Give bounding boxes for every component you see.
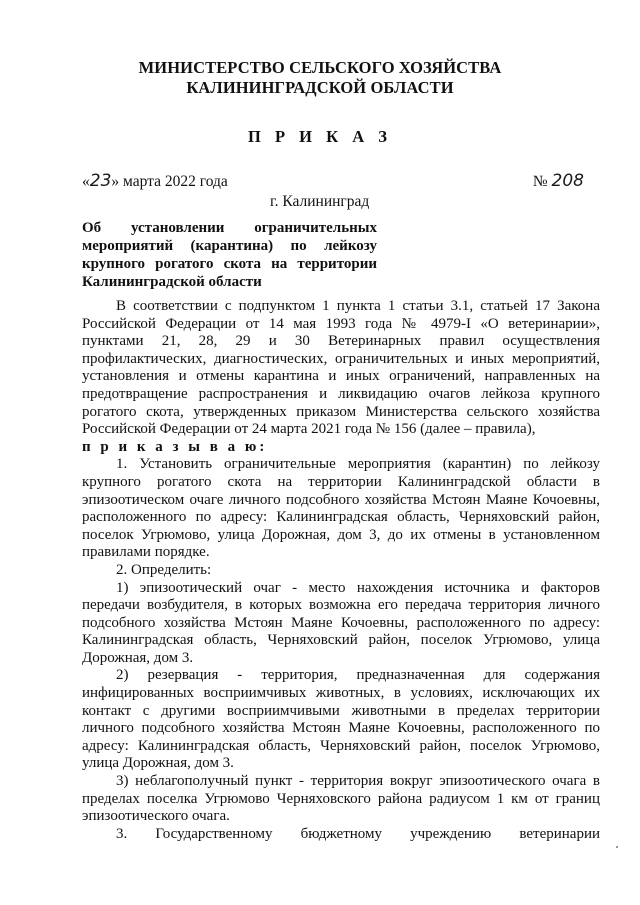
order-word-paragraph: [82, 439, 600, 457]
number-label: №: [532, 173, 548, 190]
item-2-2: 2) резервация - территория, предназначенная для содержания инфицированных восприимчивых животных, в условиях, исключающих их контакт с другими восприимчивыми животными в пределах территории личного подсобного хозяйства Мстоян Маяне Кочоевны, расположенного по адресу: Калининградская область, Черняховский район, поселок Угрюмово, улица Дорожная, дом 3.: [82, 667, 600, 772]
scan-speck: [616, 846, 618, 848]
order-word: п р и к а з ы в а ю:: [82, 438, 268, 455]
order-subject: Об установлении ограничительных мероприятий (карантина) по лейкозу крупного рогатого скота на территории Калининградской области: [82, 220, 377, 290]
intro-text: В соответствии с подпунктом 1 пункта 1 статьи 3.1, статьей 17 Закона Российской Федерации от 14 мая 1993 года № 4979-I «О ветеринарии», пунктами 21, 28, 29 и 30 Ветеринарных правил осуществления профилактических, диагностических, ограничительных и иных мероприятий, установления и отмены карантина и иных ограничений, направленных на предотвращение распространения и ликвидацию очагов лейкоза крупного рогатого скота, утвержденных приказом Министерства сельского хозяйства Российской Федерации от 24 марта 2021 года № 156 (далее – правила),: [82, 298, 600, 438]
order-city: г. Калининград: [270, 193, 370, 210]
order-title: П Р И К А З: [248, 127, 392, 146]
item-2-3: 3) неблагополучный пункт - территория вокруг эпизоотического очага в пределах поселка Угрюмово Черняховского района радиусом 1 км от границ эпизоотического очага.: [82, 773, 600, 825]
ministry-heading: [0, 58, 640, 98]
number-handwritten: 208: [551, 171, 584, 191]
date-day-handwritten: 23: [89, 171, 112, 191]
ministry-line-2: КАЛИНИНГРАДСКОЙ ОБЛАСТИ: [186, 78, 454, 97]
item-2: 2. Определить:: [116, 561, 212, 578]
item-3: 3. Государственному бюджетному учреждению ветеринарии: [116, 825, 600, 842]
item-2-1: 1) эпизоотический очаг - место нахождения источника и факторов передачи возбудителя, в которых возможна его передача территория личного подсобного хозяйства Мстоян Маяне Кочоевны, расположенного по адресу: Калининградская область, Черняховский район, поселок Угрюмово, улица Дорожная, дом 3.: [82, 579, 600, 666]
intro-paragraph: [82, 298, 600, 439]
order-date: [82, 171, 228, 191]
date-open-quote: «: [82, 173, 90, 190]
date-rest: » марта 2022 года: [111, 173, 228, 190]
item-1: 1. Установить ограничительные мероприятия (карантин) по лейкозу крупного рогатого скота на территории Калининградской области в эпизоотическом очаге личного подсобного хозяйства Мстоян Маяне Кочоевны, расположенного по адресу: Калининградская область, Черняховский район, поселок Угрюмово, улица Дорожная, дом 3, до их отмены в установленном правилами порядке.: [82, 456, 600, 561]
order-number: [533, 171, 584, 191]
order-body: [82, 298, 600, 843]
ministry-line-1: МИНИСТЕРСТВО СЕЛЬСКОГО ХОЗЯЙСТВА: [138, 58, 502, 77]
